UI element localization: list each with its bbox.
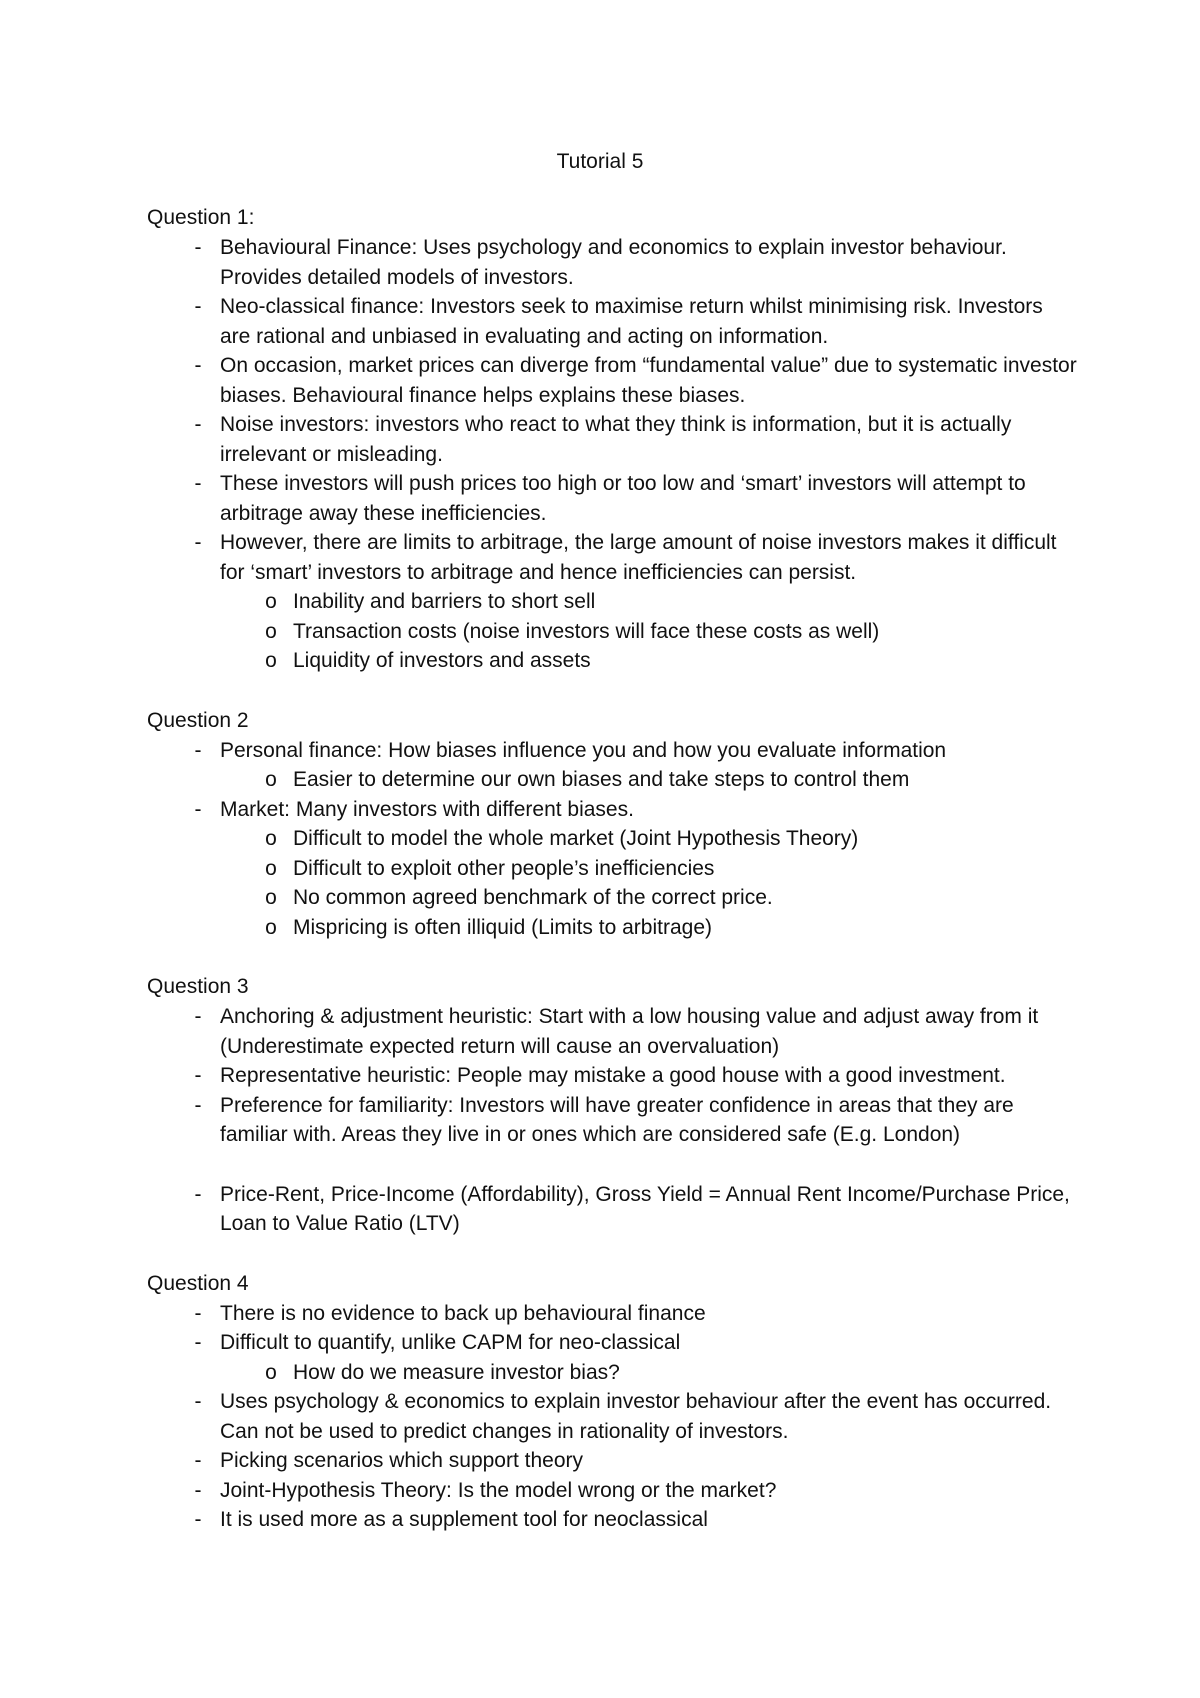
sub-list-item: o No common agreed benchmark of the correct price. — [265, 886, 773, 909]
document-title: Tutorial 5 — [556, 150, 644, 173]
list-item: - Personal finance: How biases influence you and how you evaluate information — [194, 738, 947, 762]
list-item: - Market: Many investors with different biases. — [194, 797, 634, 821]
document-body — [147, 203, 1077, 1535]
list-item: - Representative heuristic: People may mistake a good house with a good investment. — [194, 1064, 1006, 1087]
question-2-heading: Question 2 — [147, 708, 249, 732]
list-item: - Noise investors: investors who react to what they think is information, but it is actually irrelevant or misleading. — [194, 413, 1012, 466]
question-1-heading: Question 1: — [147, 206, 255, 229]
list-item: - Price-Rent, Price-Income (Affordability), Gross Yield = Annual Rent Income/Purchase Price, Loan to Value Ratio (LTV) — [194, 1182, 1070, 1235]
question-3-heading: Question 3 — [147, 975, 249, 998]
sub-list-item: o Easier to determine our own biases and take steps to control them — [265, 768, 910, 791]
list-item: - Anchoring & adjustment heuristic: Start with a low housing value and adjust away from it (Underestimate expected return will cause an overvaluation) — [194, 1005, 1039, 1058]
list-item: - Uses psychology & economics to explain investor behaviour after the event has occurred. Can not be used to predict changes in rationality of investors. — [194, 1390, 1052, 1443]
sub-list-item: o Transaction costs (noise investors will face these costs as well) — [265, 619, 880, 643]
list-item: - It is used more as a supplement tool for neoclassical — [194, 1508, 708, 1531]
list-item: - Neo-classical finance: Investors seek to maximise return whilst minimising risk. Investors are rational and unbiased in evaluating and acting on information. — [194, 295, 1043, 348]
list-item: - Picking scenarios which support theory — [194, 1449, 584, 1472]
sub-list-item: o Inability and barriers to short sell — [265, 590, 596, 613]
list-item: - Preference for familiarity: Investors will have greater confidence in areas that they are familiar with. Areas they live in or ones which are considered safe (E.g. London) — [194, 1093, 1014, 1146]
list-item: - There is no evidence to back up behavioural finance — [194, 1301, 706, 1325]
list-item: - Behavioural Finance: Uses psychology and economics to explain investor behaviour. Provides detailed models of investors. — [194, 236, 1007, 289]
list-item: - These investors will push prices too high or too low and ‘smart’ investors will attempt to arbitrage away these inefficiencies. — [194, 472, 1026, 525]
sub-list-item: o How do we measure investor bias? — [265, 1360, 620, 1384]
question-4-heading: Question 4 — [147, 1271, 249, 1295]
sub-list-item: o Mispricing is often illiquid (Limits to arbitrage) — [265, 915, 712, 939]
sub-list-item: o Difficult to model the whole market (Joint Hypothesis Theory) — [265, 827, 859, 850]
sub-list-item: o Difficult to exploit other people’s inefficiencies — [265, 856, 715, 880]
list-item: - Difficult to quantify, unlike CAPM for neo-classical — [194, 1331, 681, 1354]
sub-list-item: o Liquidity of investors and assets — [265, 649, 591, 672]
list-item: - On occasion, market prices can diverge from “fundamental value” due to systematic investor biases. Behavioural finance helps explains these biases. — [194, 354, 1077, 407]
list-item: - However, there are limits to arbitrage, the large amount of noise investors makes it difficult for ‘smart’ investors to arbitrage and hence inefficiencies can persist. — [194, 531, 1057, 584]
list-item: - Joint-Hypothesis Theory: Is the model wrong or the market? — [194, 1478, 777, 1502]
